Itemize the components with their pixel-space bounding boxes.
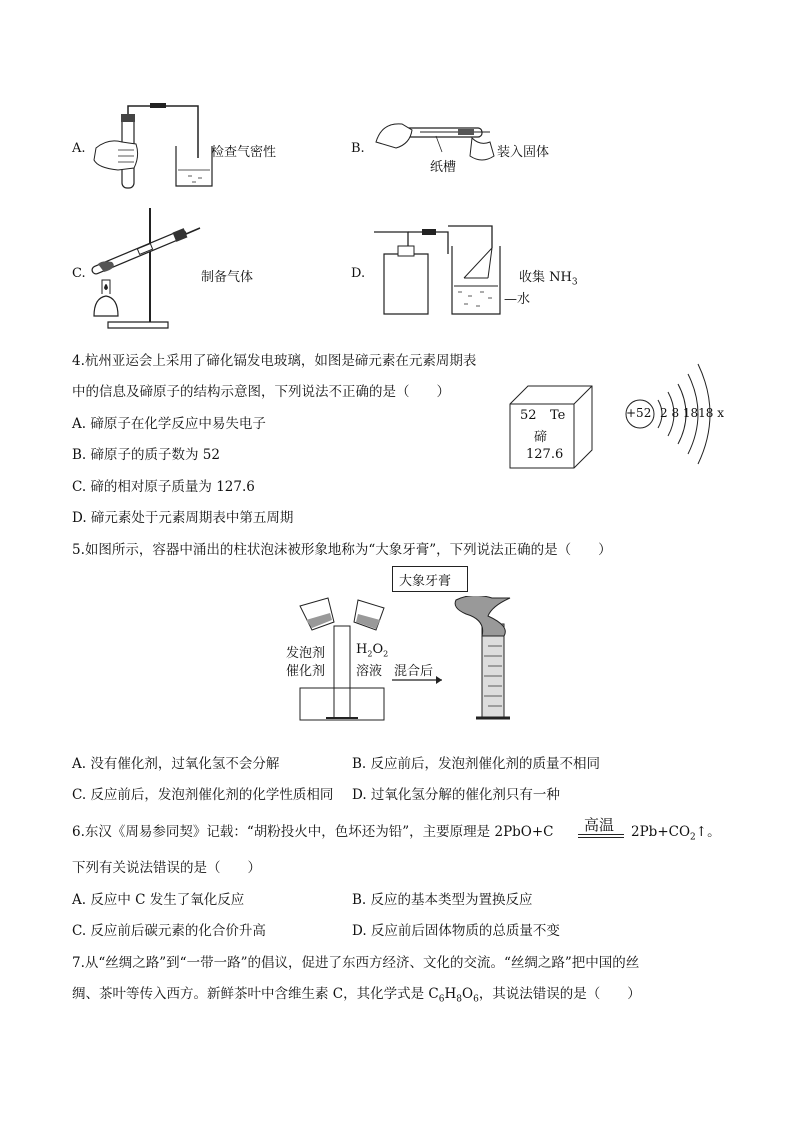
q6-equals-line-bottom	[578, 837, 624, 838]
q6-option-d: D. 反应前后固体物质的总质量不变	[352, 923, 560, 939]
q6-option-a: A. 反应中 C 发生了氧化反应	[72, 892, 245, 908]
q6-option-c: C. 反应前后碳元素的化合价升高	[72, 923, 266, 939]
q4-option-c: C. 碲的相对原子质量为 127.6	[72, 479, 255, 495]
option-c-letter: C.	[72, 266, 86, 281]
q5-stem: 5.如图所示，容器中涌出的柱状泡沫被形象地称为“大象牙膏”，下列说法正确的是（ ）	[72, 542, 612, 558]
airtightness-check-diagram	[88, 98, 218, 193]
solution-label: 溶液	[356, 664, 383, 679]
option-c-label: 制备气体	[201, 270, 254, 285]
q5-option-a: A. 没有催化剂，过氧化氢不会分解	[72, 756, 280, 772]
q6-option-b: B. 反应的基本类型为置换反应	[352, 892, 533, 908]
option-b-letter: B.	[351, 141, 365, 156]
q4-option-b: B. 碲原子的质子数为 52	[72, 447, 220, 463]
q4-option-a: A. 碲原子在化学反应中易失电子	[72, 416, 266, 432]
q6-stem-b: $2Pb+CO_2↑$。	[631, 824, 721, 843]
option-a-label: 检查气密性	[211, 145, 277, 160]
option-d-water-label: —水	[504, 292, 531, 307]
option-b-paper-trough: 纸槽	[430, 160, 457, 175]
option-b-label: 装入固体	[497, 145, 550, 160]
q7-stem-line2: 绸、茶叶等传入西方。新鲜茶叶中含维生素 C，其化学式是 $C_6H_8O_6$，其说法错误的是（ ）	[72, 986, 641, 1005]
q5-option-c: C. 反应前后，发泡剂催化剂的化学性质相同	[72, 787, 334, 803]
after-mixing-label: 混合后	[394, 664, 434, 679]
option-d-label: 收集 $NH_3$	[519, 270, 578, 288]
gas-preparation-diagram	[88, 206, 208, 334]
element-symbol: Te	[550, 408, 566, 423]
h2o2-label: $H_2O_2$	[356, 642, 389, 659]
atom-nucleus-charge: +52	[626, 406, 652, 420]
option-d-letter: D.	[351, 266, 366, 281]
q6-stem-a: 6.东汉《周易参同契》记载：“胡粉投火中，色坏还为铅”，主要原理是 2PbO+C	[72, 824, 554, 840]
q4-stem-line1: 4.杭州亚运会上采用了碲化镉发电玻璃，如图是碲元素在元素周期表	[72, 353, 477, 369]
q7-stem-line1: 7.从“丝绸之路”到“一带一路”的倡议，促进了东西方经济、文化的交流。“丝绸之路”把中国的丝	[72, 955, 640, 971]
nh3-collection-diagram	[368, 218, 508, 318]
element-name: 碲	[534, 430, 548, 445]
catalyst-label: 催化剂	[286, 664, 326, 679]
atom-electron-shells: 2 8 1818 x	[660, 406, 725, 420]
q5-option-b: B. 反应前后，发泡剂催化剂的质量不相同	[352, 756, 601, 772]
q6-stem-line2: 下列有关说法错误的是（ ）	[72, 860, 261, 876]
element-atomic-mass: 127.6	[526, 447, 564, 462]
foaming-agent-label: 发泡剂	[286, 646, 326, 661]
q6-equals-line-top	[578, 834, 624, 835]
element-atomic-number: 52	[520, 408, 537, 423]
q6-reaction-condition: 高温	[584, 816, 615, 834]
option-a-letter: A.	[72, 141, 86, 156]
q4-option-d: D. 碲元素处于元素周期表中第五周期	[72, 510, 294, 526]
elephant-toothpaste-diagram	[296, 596, 528, 722]
elephant-toothpaste-title: 大象牙膏	[399, 574, 452, 589]
q4-stem-line2: 中的信息及碲原子的结构示意图，下列说法不正确的是（ ）	[72, 384, 450, 400]
q5-option-d: D. 过氧化氢分解的催化剂只有一种	[352, 787, 560, 803]
